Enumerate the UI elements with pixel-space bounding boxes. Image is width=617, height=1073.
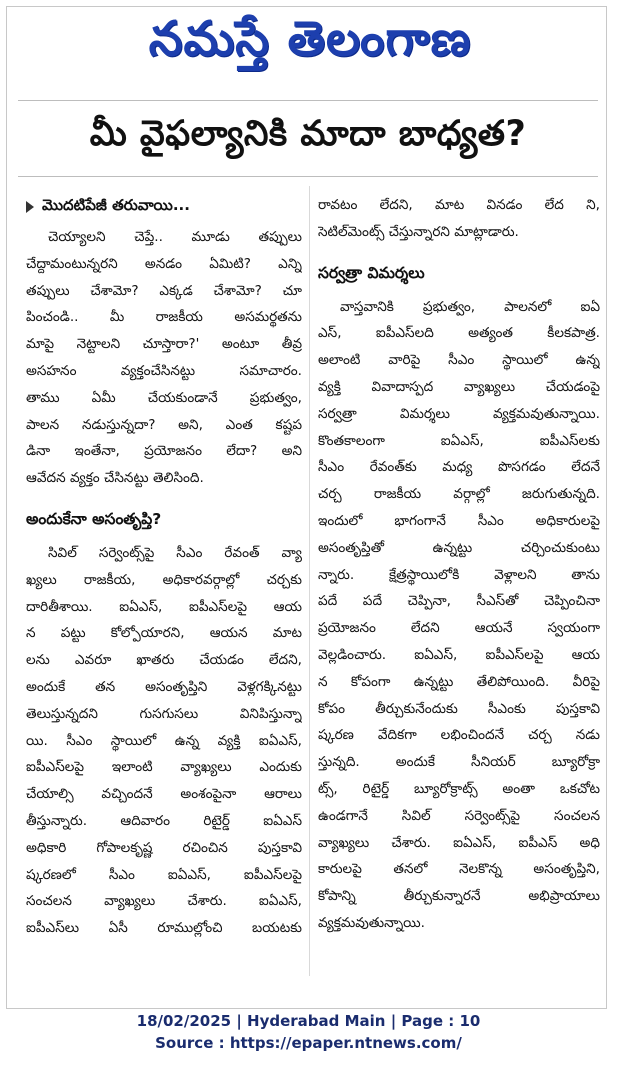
- continuation-text: మొదటిపేజీ తరువాయి...: [42, 196, 190, 214]
- text-line: పదే పదే చెప్పినా, సీఎస్‌తో చెప్పించినా: [318, 593, 600, 610]
- left-paragraph-2: [26, 540, 302, 942]
- text-line: సీఎం రేవంత్‌కు మధ్య పొసగడం లేదనే: [318, 459, 600, 476]
- text-line: తాము ఏమీ చేయకుండానే ప్రభుత్వం,: [26, 389, 302, 406]
- text-line: ఆవేదన వ్యక్తం చేసినట్టు తెలిసింది.: [26, 470, 204, 487]
- text-line: పించండి.. మీ రాజకీయ అసమర్థతను: [26, 309, 302, 326]
- text-line: సివిల్ సర్వెంట్స్‌పై సీఎం రేవంత్ వ్యా: [48, 544, 302, 561]
- text-line: చేద్దామంటున్నరని అనడం ఏమిటి? ఎన్ని: [26, 255, 302, 272]
- right-paragraph-1: [318, 294, 600, 937]
- text-line: పాలన నడుస్తున్నదా? అని, ఎంత కష్టప: [26, 416, 302, 433]
- edition-info: 18/02/2025 | Hyderabad Main | Page : 10: [136, 1012, 481, 1030]
- text-line: అసహనం వ్యక్తంచేసినట్టు సమాచారం.: [26, 362, 302, 379]
- subheading-dissatisfaction: అందుకేనా అసంతృప్తి?: [26, 509, 162, 528]
- masthead-divider: [18, 100, 598, 101]
- text-line: కారులపై తనలో నెలకొన్న అసంతృప్తిని,: [318, 861, 600, 878]
- text-line: వెల్లడించారు. ఐఏఎస్, ఐపీఎస్‌లపై ఆయ: [318, 646, 600, 663]
- text-line: కోపాన్ని తీర్చుకున్నారనే అభిప్రాయాలు: [318, 888, 600, 905]
- left-paragraph-1: [26, 224, 302, 492]
- text-line: వ్యాఖ్యలు చేశారు. ఐఏఎస్, ఐపీఎస్ అధి: [318, 834, 600, 851]
- text-line: న్నారు. క్షేత్రస్థాయిలోకి వెళ్లాలని తాను: [318, 566, 600, 583]
- text-line: యి. సీఎం స్థాయిలో ఉన్న వ్యక్తి ఐఏఎస్,: [26, 732, 302, 749]
- text-line: అలాంటి వారిపై సీఎం స్థాయిలో ఉన్న: [318, 352, 600, 369]
- text-line: రావటం లేదని, మాట వినడం లేద ని,: [318, 197, 600, 213]
- subheading-criticism: సర్వత్రా విమర్శలు: [318, 263, 425, 282]
- text-line: సర్వత్రా విమర్శలు వ్యక్తమవుతున్నాయి.: [318, 405, 600, 422]
- text-line: అందుకే తన అసంతృప్తిని వెళ్లగక్కినట్టు: [26, 678, 302, 695]
- text-line: వ్యక్తి వివాదాస్పద వ్యాఖ్యలు చేయడంపై: [318, 378, 600, 395]
- text-line: చర్చ రాజకీయ వర్గాల్లో జరుగుతున్నది.: [318, 486, 600, 503]
- continuation-marker: [26, 192, 302, 222]
- right-column: [318, 192, 600, 937]
- text-line: లను ఎవరూ ఖాతరు చేయడం లేదని,: [26, 652, 302, 669]
- text-line: కొంతకాలంగా ఐఏఎస్, ఐపీఎస్‌లకు: [318, 432, 600, 449]
- text-line: తెలుస్తున్నదని గుసగుసలు వినిపిస్తున్నా: [26, 705, 302, 722]
- text-line: చేయాల్సి వచ్చిందనే అంశంపైనా ఆరాలు: [26, 786, 302, 803]
- text-line: డినా ఇంతేనా, ప్రయోజనం లేదా? అని: [26, 443, 302, 460]
- article-headline: మీ వైఫల్యానికి మాదా బాధ్యత?: [89, 114, 527, 154]
- text-line: మాపై నెట్టాలని చూస్తారా?' అంటూ తీవ్ర: [26, 336, 302, 353]
- text-line: తీస్తున్నారు. ఆదివారం రిటైర్డ్ ఐఏఎస్: [26, 812, 302, 829]
- text-line: సంచలన వ్యాఖ్యలు చేశారు. ఐఏఎస్,: [26, 893, 302, 910]
- text-line: న కోపంగా ఉన్నట్టు తేలిపోయింది. వీరిపై: [318, 673, 600, 690]
- newspaper-masthead: నమస్తే తెలంగాణ: [148, 11, 472, 67]
- text-line: ఇందులో భాగంగానే సీఎం అధికారులపై: [318, 512, 600, 529]
- text-line: ఎస్, ఐపీఎస్‌లది అత్యంత కీలకపాత్ర.: [318, 325, 600, 342]
- text-line: చెయ్యాలని చెప్తే.. మూడు తప్పులు: [48, 229, 302, 245]
- text-line: ఖ్యలు రాజకీయ, అధికారవర్గాల్లో చర్చకు: [26, 571, 302, 588]
- text-line: వ్యక్తమవుతున్నాయి.: [318, 914, 425, 931]
- text-line: ప్రయోజనం లేదని ఆయనే స్వయంగా: [318, 620, 600, 637]
- chevron-right-icon: [26, 201, 34, 213]
- left-column: [26, 192, 302, 942]
- text-line: అధికారి గోపాలకృష్ణ రచించిన పుస్తకావి: [26, 839, 302, 856]
- text-line: అసంతృప్తితో ఉన్నట్టు చర్చించుకుంటు: [318, 539, 600, 556]
- text-line: ష్కరణ వేదికగా లభించిందనే చర్చ నడు: [318, 727, 600, 744]
- text-line: దారితీశాయి. ఐఏఎస్, ఐపీఎస్‌లపై ఆయ: [26, 598, 302, 615]
- text-line: ఉండగానే సివిల్ సర్వెంట్స్‌పై సంచలన: [318, 807, 600, 824]
- text-line: న పట్టు కోల్పోయారని, ఆయన మాట: [26, 625, 302, 642]
- text-line: కోపం తీర్చుకునేందుకు సీఎంకు పుస్తకావి: [318, 700, 600, 717]
- text-line: వాస్తవానికి ప్రభుత్వం, పాలనలో ఐఏ: [340, 298, 600, 315]
- text-line: ఐపీఎస్‌లపై ఇలాంటి వ్యాఖ్యలు ఎందుకు: [26, 759, 302, 776]
- text-line: ఐపీఎస్‌లు ఏసీ రూముల్లోంచి బయటకు: [26, 920, 302, 937]
- source-link[interactable]: Source : https://epaper.ntnews.com/: [155, 1034, 462, 1052]
- column-divider: [309, 186, 310, 976]
- text-line: స్తున్నది. అందుకే సీనియర్ బ్యూరోక్రా: [318, 754, 600, 771]
- text-line: తప్పులు చేశామో? ఎక్కడ చేశామో? చూ: [26, 282, 302, 299]
- headline-divider: [18, 176, 598, 177]
- right-paragraph-0: [318, 192, 600, 246]
- text-line: సెటిల్‌మెంట్స్ చేస్తున్నారని మాట్లాడారు.: [318, 223, 519, 240]
- text-line: ట్స్, రిటైర్డ్ బ్యూరోక్రాట్స్ అంతా ఒకచోట: [318, 780, 600, 797]
- text-line: ష్కరణలో సీఎం ఐఏఎస్, ఐపీఎస్‌లపై: [26, 866, 302, 883]
